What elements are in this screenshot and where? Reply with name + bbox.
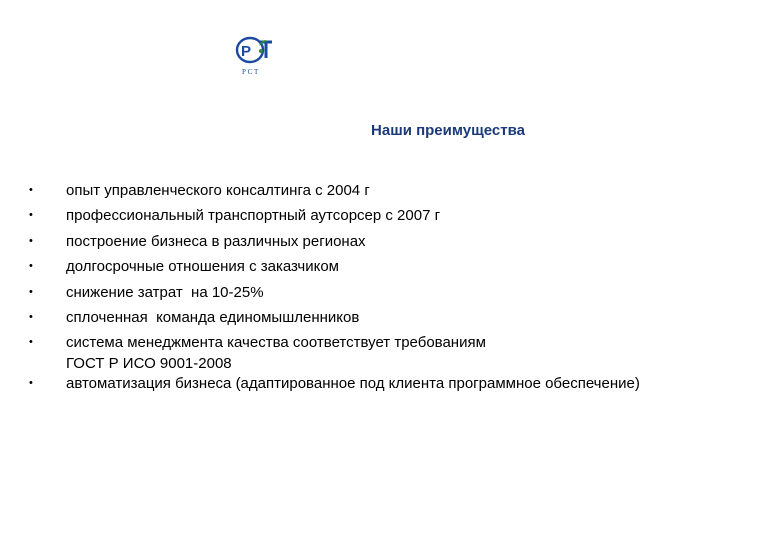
list-item: • автоматизация бизнеса (адаптированное под клиента программное обеспечение) [29, 374, 640, 392]
bullet-icon: • [29, 311, 33, 324]
list-item: • долгосрочные отношения с заказчиком [0, 254, 780, 279]
company-logo [232, 32, 294, 78]
bullet-icon: • [29, 209, 33, 222]
page-title: Наши преимущества [371, 122, 525, 139]
logo-caption: Р С Т [242, 68, 259, 76]
list-item: • сплоченная команда единомышленников [0, 305, 780, 330]
bullet-icon: • [29, 260, 33, 273]
bullet-icon: • [29, 234, 33, 247]
list-item: • опыт управленческого консалтинга с 2004 г [0, 178, 780, 203]
list-item: • построение бизнеса в различных регионах [0, 229, 780, 254]
bullet-icon: • [29, 336, 33, 349]
list-item: • профессиональный транспортный аутсорсер с 2007 г [0, 203, 780, 228]
list-item: • снижение затрат на 10-25% [0, 280, 780, 305]
list-item-continuation: ГОСТ Р ИСО 9001-2008 [66, 354, 232, 372]
rst-logo-icon [232, 32, 294, 78]
bullet-icon: • [29, 376, 33, 389]
list-item: • система менеджмента качества соответствует требованиям ГОСТ Р ИСО 9001-2008 [0, 330, 780, 373]
advantages-list [0, 178, 780, 393]
bullet-icon: • [29, 184, 33, 196]
bullet-icon: • [29, 285, 33, 298]
svg-text:P: P [241, 43, 252, 60]
